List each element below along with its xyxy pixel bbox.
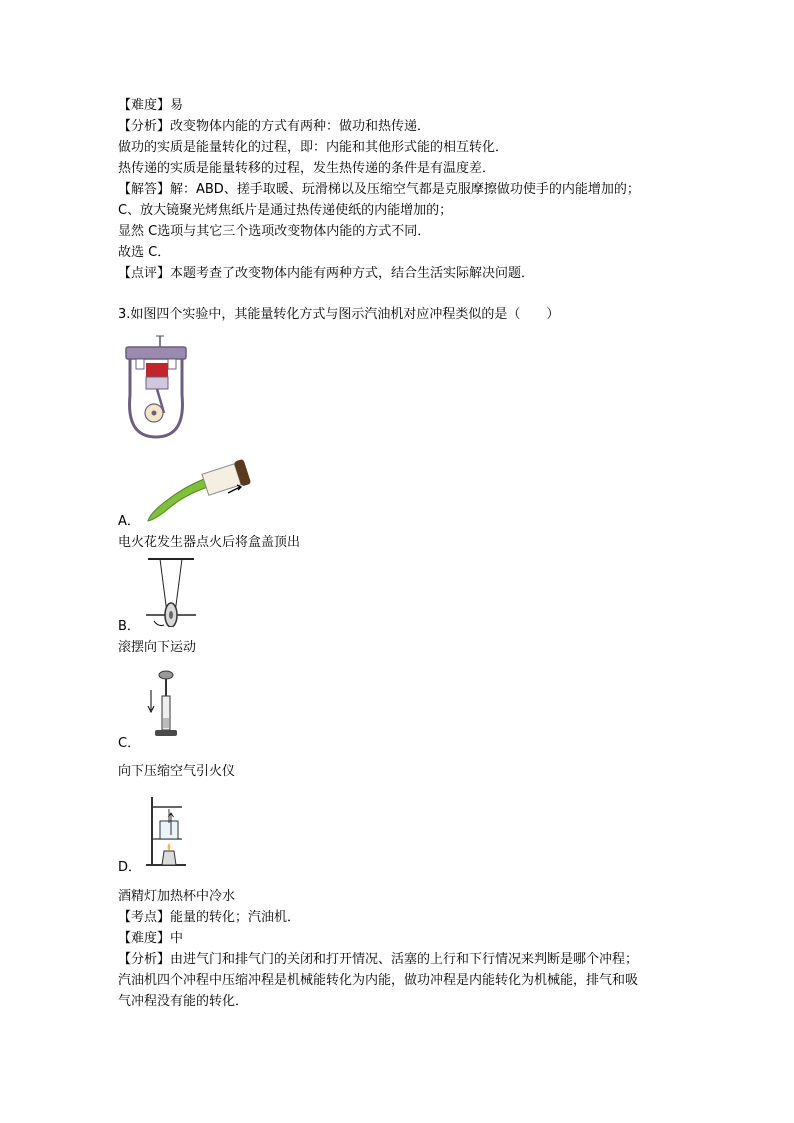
option-b-caption: 滚摆向下运动 xyxy=(118,640,197,655)
comment-line: 【点评】本题考查了改变物体内能有两种方式，结合生活实际解决问题． xyxy=(118,266,535,281)
text-line: 显然 C选项与其它三个选项改变物体内能的方式不同． xyxy=(118,224,431,239)
text-line: 气冲程没有能的转化． xyxy=(118,994,249,1009)
difficulty-line-2: 【难度】中 xyxy=(118,931,184,946)
spark-box-figure xyxy=(142,447,258,525)
text-line: 汽油机四个冲程中压缩冲程是机械能转化为内能，做功冲程是内能转化为机械能，排气和吸 xyxy=(118,973,639,988)
option-c-label: C． xyxy=(118,736,141,751)
key-point-line: 【考点】能量的转化；汽油机． xyxy=(118,910,301,925)
option-c-caption: 向下压缩空气引火仪 xyxy=(118,764,236,779)
text-line: 故选 C． xyxy=(118,245,171,260)
text-line: 热传递的实质是能量转移的过程，发生热传递的条件是有温度差． xyxy=(118,161,496,176)
option-d-caption: 酒精灯加热杯中冷水 xyxy=(118,889,236,904)
option-d-label: D． xyxy=(118,860,142,875)
option-b-label: B． xyxy=(118,619,140,634)
difficulty-line: 【难度】易 xyxy=(118,98,184,113)
analysis-line-2: 【分析】由进气门和排气门的关闭和打开情况、活塞的上行和下行情况来判断是哪个冲程； xyxy=(118,952,639,967)
question-text: 3.如图四个实验中，其能量转化方式与图示汽油机对应冲程类似的是（ ） xyxy=(118,307,560,322)
option-a-label: A． xyxy=(118,514,140,529)
option-a-caption: 电火花发生器点火后将盒盖顶出 xyxy=(118,535,301,550)
text-line: C、放大镜聚光烤焦纸片是通过热传递使纸的内能增加的； xyxy=(118,203,453,218)
answer-line: 【解答】解：ABD、搓手取暖、玩滑梯以及压缩空气都是克服摩擦做功使手的内能增加的； xyxy=(118,182,640,197)
text-line: 做功的实质是能量转化的过程，即：内能和其他形式能的相互转化． xyxy=(118,140,509,155)
analysis-line: 【分析】改变物体内能的方式有两种：做功和热传递． xyxy=(118,119,431,134)
engine-cylinder-figure xyxy=(120,333,192,443)
maxwell-wheel-figure xyxy=(140,555,202,627)
air-compression-igniter-figure xyxy=(144,668,184,746)
alcohol-lamp-heating-figure xyxy=(142,793,190,871)
